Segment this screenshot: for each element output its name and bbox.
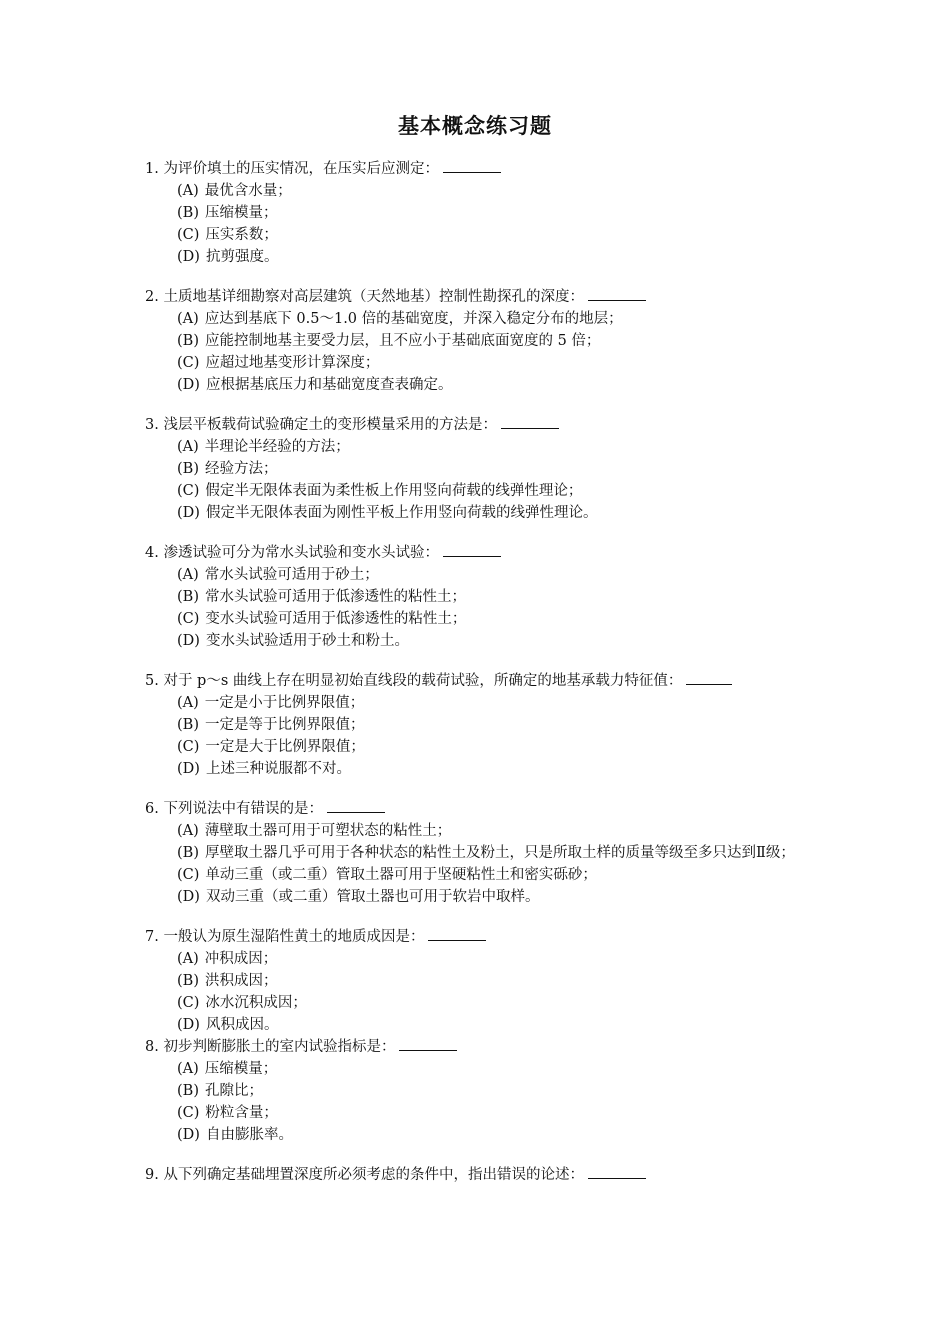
- option-a: (A) 半理论半经验的方法；: [177, 439, 350, 455]
- answer-blank: [327, 798, 385, 813]
- answer-blank: [428, 926, 486, 941]
- option-d: (D) 应根据基底压力和基础宽度查表确定。: [177, 377, 453, 393]
- question-stem: 8. 初步判断膨胀土的室内试验指标是：: [145, 1036, 810, 1058]
- option-c: (C) 冰水沉积成因；: [177, 995, 307, 1011]
- answer-blank: [399, 1036, 457, 1051]
- option-b: (B) 经验方法；: [177, 461, 278, 477]
- option-d: (D) 上述三种说服都不对。: [177, 761, 351, 777]
- option-d: (D) 风积成因。: [177, 1017, 279, 1033]
- question-3: [145, 414, 810, 524]
- question-9: [145, 1164, 810, 1186]
- option-c: (C) 压实系数；: [177, 227, 278, 243]
- option-c: (C) 变水头试验可适用于低渗透性的粘性土；: [177, 611, 467, 627]
- option-b: (B) 孔隙比；: [177, 1083, 263, 1099]
- question-stem: 9. 从下列确定基础埋置深度所必须考虑的条件中，指出错误的论述：: [145, 1164, 810, 1186]
- question-6: [145, 798, 810, 908]
- option-b: (B) 一定是等于比例界限值；: [177, 717, 365, 733]
- answer-blank: [443, 542, 501, 557]
- option-c: (C) 应超过地基变形计算深度；: [177, 355, 380, 371]
- option-c: (C) 一定是大于比例界限值；: [177, 739, 365, 755]
- option-a: (A) 最优含水量；: [177, 183, 292, 199]
- question-stem: 4. 渗透试验可分为常水头试验和变水头试验：: [145, 542, 810, 564]
- option-a: (A) 薄壁取土器可用于可塑状态的粘性土；: [177, 823, 452, 839]
- option-b: (B) 常水头试验可适用于低渗透性的粘性土；: [177, 589, 466, 605]
- answer-blank: [588, 286, 646, 301]
- question-stem: 6. 下列说法中有错误的是：: [145, 798, 810, 820]
- option-d: (D) 双动三重（或二重）管取土器也可用于软岩中取样。: [177, 889, 540, 905]
- question-4: [145, 542, 810, 652]
- option-b: (B) 洪积成因；: [177, 973, 278, 989]
- question-stem: 3. 浅层平板载荷试验确定土的变形模量采用的方法是：: [145, 414, 810, 436]
- option-a: (A) 冲积成因；: [177, 951, 278, 967]
- option-a: (A) 压缩模量；: [177, 1061, 278, 1077]
- answer-blank: [588, 1164, 646, 1179]
- question-list: [145, 158, 810, 1204]
- option-a: (A) 应达到基底下 0.5～1.0 倍的基础宽度，并深入稳定分布的地层；: [177, 311, 623, 327]
- option-a: (A) 常水头试验可适用于砂土；: [177, 567, 379, 583]
- answer-blank: [686, 670, 732, 685]
- option-d: (D) 假定半无限体表面为刚性平板上作用竖向荷载的线弹性理论。: [177, 505, 598, 521]
- option-c: (C) 单动三重（或二重）管取土器可用于坚硬粘性土和密实砾砂；: [177, 867, 597, 883]
- option-c: (C) 粉粒含量；: [177, 1105, 278, 1121]
- question-5: [145, 670, 810, 780]
- question-2: [145, 286, 810, 396]
- question-stem: 2. 土质地基详细勘察对高层建筑（天然地基）控制性勘探孔的深度：: [145, 286, 810, 308]
- option-b: (B) 压缩模量；: [177, 205, 278, 221]
- question-stem: 1. 为评价填土的压实情况，在压实后应测定：: [145, 158, 810, 180]
- option-d: (D) 变水头试验适用于砂土和粉土。: [177, 633, 409, 649]
- option-c: (C) 假定半无限体表面为柔性板上作用竖向荷载的线弹性理论；: [177, 483, 583, 499]
- option-a: (A) 一定是小于比例界限值；: [177, 695, 365, 711]
- question-7: [145, 926, 810, 1036]
- option-d: (D) 自由膨胀率。: [177, 1127, 293, 1143]
- question-stem: 7. 一般认为原生湿陷性黄土的地质成因是：: [145, 926, 810, 948]
- option-b: (B) 厚壁取土器几乎可用于各种状态的粘性土及粉土，只是所取土样的质量等级至多只达到Ⅱ级；: [177, 845, 795, 861]
- question-stem: 5. 对于 p～s 曲线上存在明显初始直线段的载荷试验，所确定的地基承载力特征值：: [145, 670, 810, 692]
- page-title: 基本概念练习题: [398, 114, 552, 138]
- question-1: [145, 158, 810, 268]
- option-d: (D) 抗剪强度。: [177, 249, 279, 265]
- question-8: [145, 1036, 810, 1146]
- answer-blank: [501, 414, 559, 429]
- answer-blank: [443, 158, 501, 173]
- option-b: (B) 应能控制地基主要受力层，且不应小于基础底面宽度的 5 倍；: [177, 333, 601, 349]
